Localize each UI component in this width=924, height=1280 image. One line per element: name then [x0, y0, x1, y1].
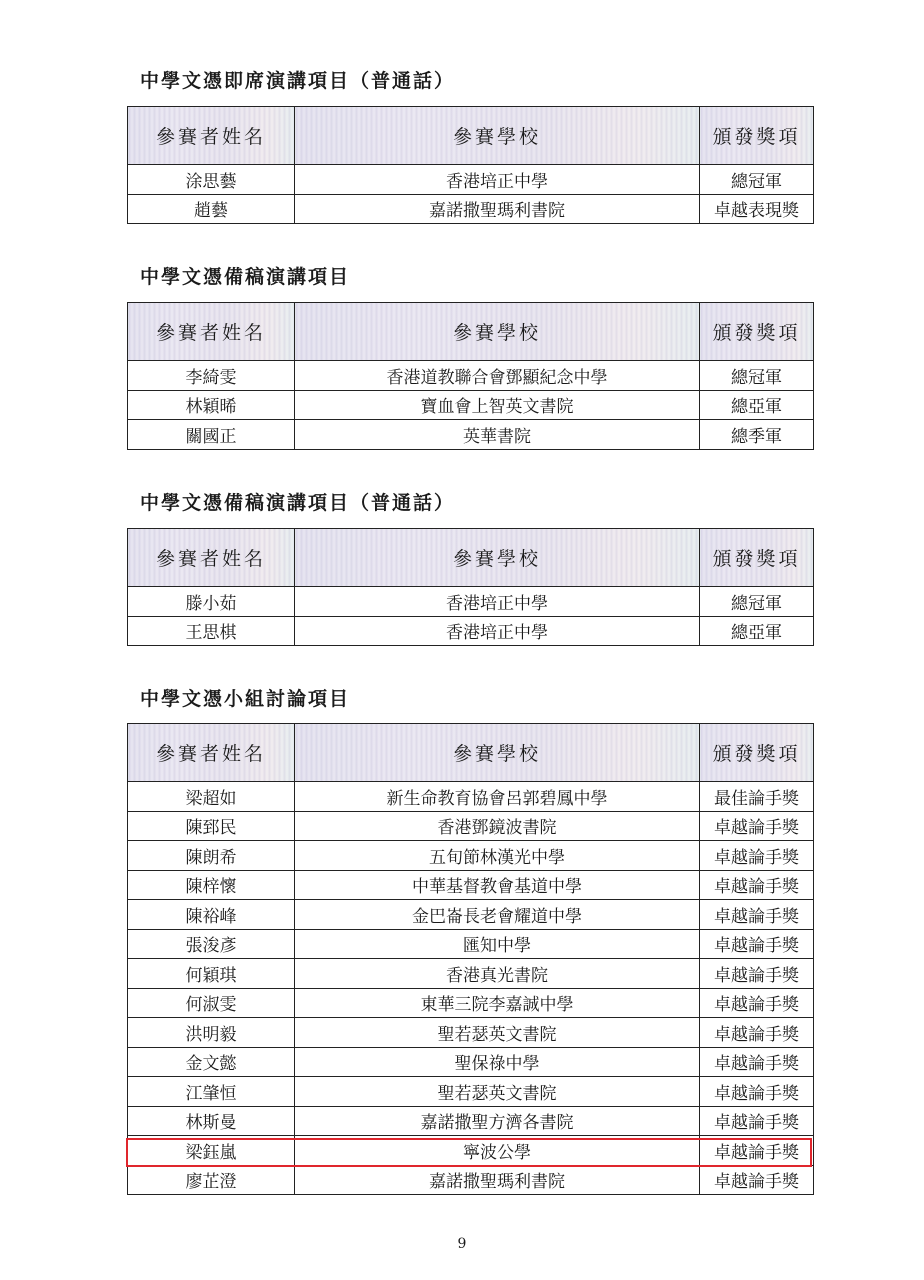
highlight-box	[126, 1138, 812, 1167]
award-name: 總冠軍	[700, 361, 814, 391]
participant-name: 關國正	[128, 420, 295, 450]
participant-name: 梁鈺嵐	[128, 1136, 295, 1166]
school-name: 聖保祿中學	[295, 1047, 700, 1077]
participant-name: 梁超如	[128, 782, 295, 812]
table-row	[128, 390, 814, 420]
table-row	[128, 900, 814, 930]
header-participant-name: 參賽者姓名	[128, 529, 295, 587]
table-row	[128, 1077, 814, 1107]
header-award: 頒發獎項	[700, 303, 814, 361]
participant-name: 陳梓懷	[128, 870, 295, 900]
awards-table-prepared-speech-putonghua	[127, 528, 814, 646]
awards-table-group-discussion	[127, 723, 814, 1195]
table-row	[128, 587, 814, 617]
school-name: 嘉諾撒聖瑪利書院	[295, 1165, 700, 1195]
table-header-row	[128, 724, 814, 782]
header-award: 頒發獎項	[700, 724, 814, 782]
school-name: 東華三院李嘉誠中學	[295, 988, 700, 1018]
school-name: 嘉諾撒聖方濟各書院	[295, 1106, 700, 1136]
school-name: 英華書院	[295, 420, 700, 450]
header-school: 參賽學校	[295, 529, 700, 587]
table-row	[128, 811, 814, 841]
school-name: 匯知中學	[295, 929, 700, 959]
table-header-row	[128, 303, 814, 361]
award-name: 卓越表現獎	[700, 194, 814, 224]
table-row	[128, 988, 814, 1018]
award-name: 最佳論手獎	[700, 782, 814, 812]
award-name: 總亞軍	[700, 616, 814, 646]
school-name: 新生命教育協會呂郭碧鳳中學	[295, 782, 700, 812]
participant-name: 趙藝	[128, 194, 295, 224]
award-name: 卓越論手獎	[700, 841, 814, 871]
header-participant-name: 參賽者姓名	[128, 724, 295, 782]
participant-name: 江肇恒	[128, 1077, 295, 1107]
participant-name: 李綺雯	[128, 361, 295, 391]
award-name: 卓越論手獎	[700, 1018, 814, 1048]
participant-name: 涂思藝	[128, 165, 295, 195]
school-name: 香港鄧鏡波書院	[295, 811, 700, 841]
award-name: 卓越論手獎	[700, 988, 814, 1018]
section-title-impromptu-putonghua: 中學文憑即席演講項目（普通話）	[140, 70, 456, 92]
header-school: 參賽學校	[295, 303, 700, 361]
school-name: 五旬節林漢光中學	[295, 841, 700, 871]
award-name: 卓越論手獎	[700, 811, 814, 841]
award-name: 卓越論手獎	[700, 929, 814, 959]
table-row	[128, 165, 814, 195]
participant-name: 何穎琪	[128, 959, 295, 989]
award-name: 卓越論手獎	[700, 1165, 814, 1195]
participant-name: 滕小茹	[128, 587, 295, 617]
section-title-prepared-speech-putonghua: 中學文憑備稿演講項目（普通話）	[140, 492, 456, 514]
table-row	[128, 959, 814, 989]
school-name: 中華基督教會基道中學	[295, 870, 700, 900]
award-name: 卓越論手獎	[700, 1047, 814, 1077]
page-number: 9	[457, 1236, 467, 1252]
header-participant-name: 參賽者姓名	[128, 303, 295, 361]
participant-name: 廖芷澄	[128, 1165, 295, 1195]
header-award: 頒發獎項	[700, 107, 814, 165]
school-name: 寶血會上智英文書院	[295, 390, 700, 420]
table-row	[128, 194, 814, 224]
award-name: 總亞軍	[700, 390, 814, 420]
school-name: 寧波公學	[295, 1136, 700, 1166]
school-name: 香港真光書院	[295, 959, 700, 989]
table-row	[128, 841, 814, 871]
header-award: 頒發獎項	[700, 529, 814, 587]
table-row	[128, 616, 814, 646]
section-title-prepared-speech: 中學文憑備稿演講項目	[140, 266, 351, 288]
awards-table-prepared-speech	[127, 302, 814, 450]
participant-name: 王思棋	[128, 616, 295, 646]
header-participant-name: 參賽者姓名	[128, 107, 295, 165]
school-name: 香港培正中學	[295, 616, 700, 646]
table-row	[128, 1165, 814, 1195]
table-row	[128, 1047, 814, 1077]
school-name: 香港培正中學	[295, 587, 700, 617]
participant-name: 陳朗希	[128, 841, 295, 871]
header-school: 參賽學校	[295, 724, 700, 782]
award-name: 總冠軍	[700, 587, 814, 617]
table-row	[128, 1018, 814, 1048]
award-name: 卓越論手獎	[700, 1106, 814, 1136]
participant-name: 何淑雯	[128, 988, 295, 1018]
table-row	[128, 929, 814, 959]
participant-name: 金文懿	[128, 1047, 295, 1077]
award-name: 卓越論手獎	[700, 870, 814, 900]
participant-name: 陳郅民	[128, 811, 295, 841]
school-name: 香港培正中學	[295, 165, 700, 195]
table-row	[128, 870, 814, 900]
table-row	[128, 420, 814, 450]
participant-name: 林穎晞	[128, 390, 295, 420]
participant-name: 林斯曼	[128, 1106, 295, 1136]
participant-name: 洪明毅	[128, 1018, 295, 1048]
table-row	[128, 361, 814, 391]
table-row	[128, 782, 814, 812]
school-name: 香港道教聯合會鄧顯紀念中學	[295, 361, 700, 391]
table-row	[128, 1106, 814, 1136]
award-name: 總冠軍	[700, 165, 814, 195]
award-name: 卓越論手獎	[700, 959, 814, 989]
section-title-group-discussion: 中學文憑小組討論項目	[140, 688, 351, 710]
award-name: 卓越論手獎	[700, 1077, 814, 1107]
award-name: 卓越論手獎	[700, 900, 814, 930]
participant-name: 張浚彥	[128, 929, 295, 959]
school-name: 金巴崙長老會耀道中學	[295, 900, 700, 930]
awards-table-impromptu-putonghua	[127, 106, 814, 224]
school-name: 聖若瑟英文書院	[295, 1077, 700, 1107]
header-school: 參賽學校	[295, 107, 700, 165]
table-header-row	[128, 107, 814, 165]
award-name: 卓越論手獎	[700, 1136, 814, 1166]
school-name: 聖若瑟英文書院	[295, 1018, 700, 1048]
award-name: 總季軍	[700, 420, 814, 450]
table-header-row	[128, 529, 814, 587]
participant-name: 陳裕峰	[128, 900, 295, 930]
school-name: 嘉諾撒聖瑪利書院	[295, 194, 700, 224]
